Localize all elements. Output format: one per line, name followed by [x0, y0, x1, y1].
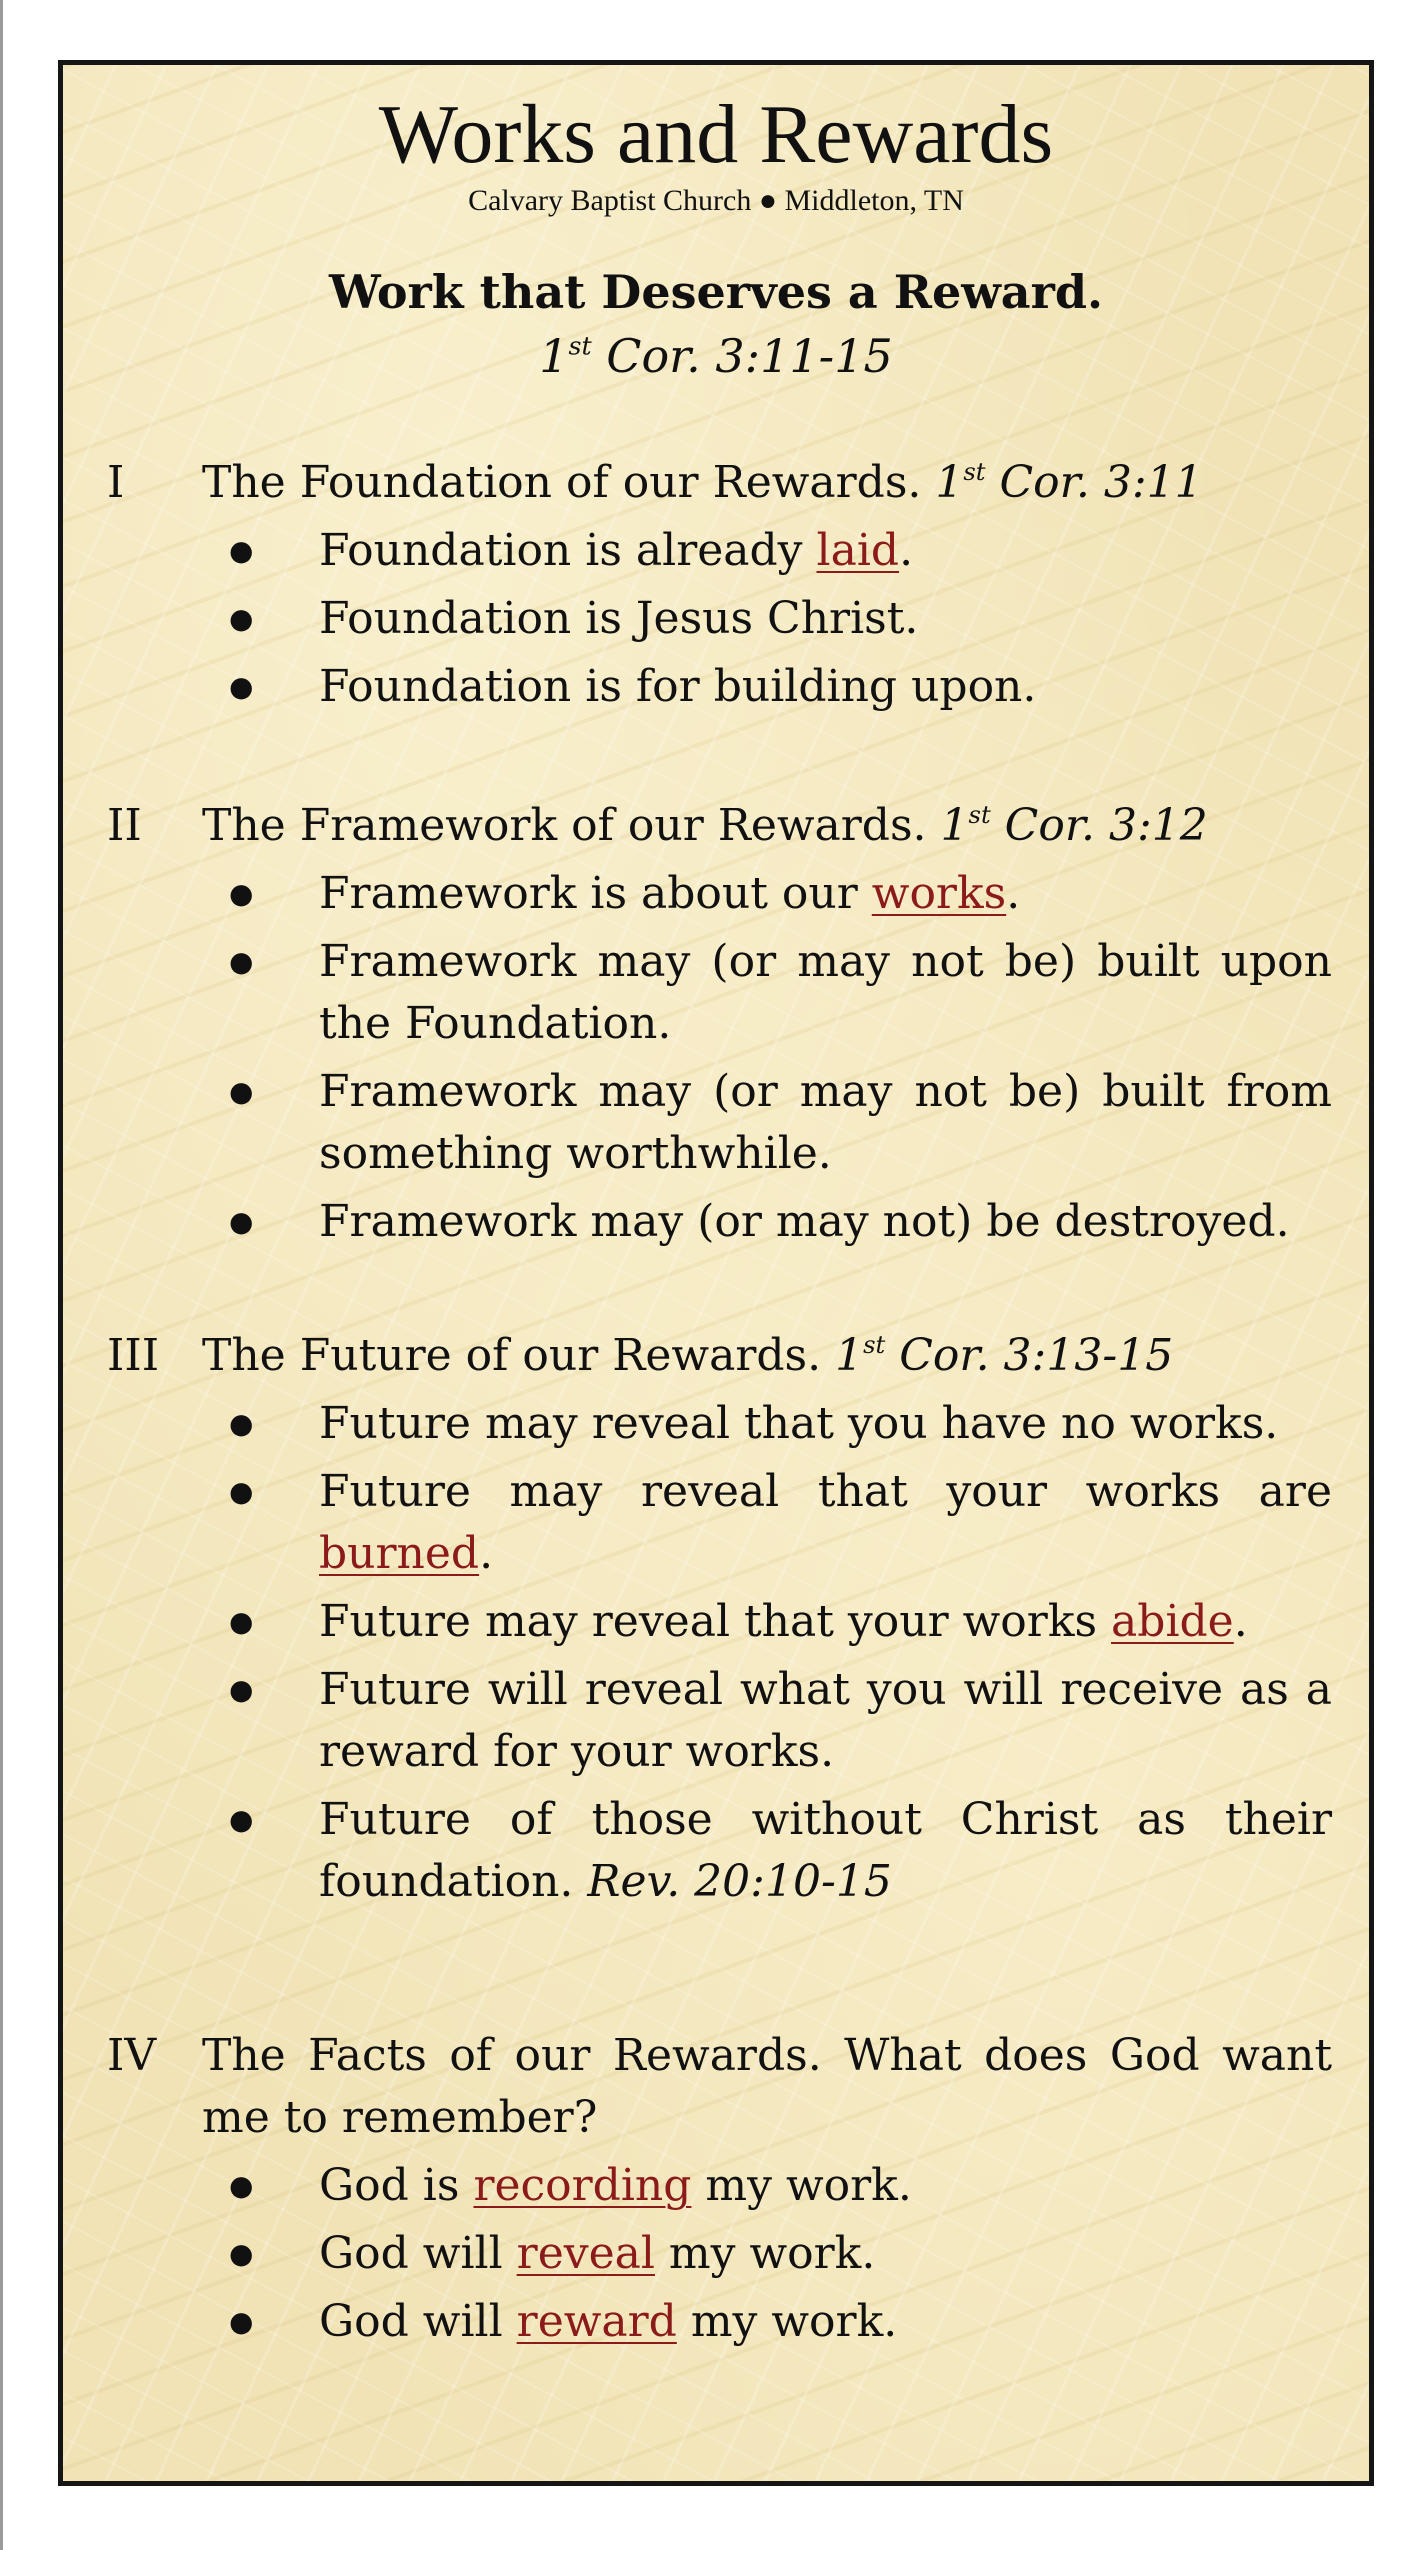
bullet-icon: ● — [229, 2169, 254, 2202]
section-title — [202, 2025, 1332, 2149]
bullet-text-after: . — [1233, 1596, 1248, 1647]
list-item — [63, 931, 1369, 1055]
section-title-text: The Foundation of our Rewards. — [202, 457, 936, 508]
list-item — [63, 2155, 1369, 2217]
bullet-text-after: my work. — [676, 2296, 898, 2347]
bullet-list — [63, 863, 1369, 1253]
reference-number: 1 — [835, 1330, 864, 1381]
reference-number: 1 — [940, 800, 969, 851]
bullet-text: Foundation is already — [319, 525, 817, 576]
church-subtitle: Calvary Baptist Church ● Middleton, TN — [468, 184, 964, 217]
reference-text: Cor. 3:12 — [990, 800, 1208, 851]
bullet-icon: ● — [229, 1407, 254, 1440]
bullet-text: Future may reveal that your works — [319, 1596, 1112, 1647]
section-numeral: II — [107, 800, 142, 851]
reference-number: 1 — [539, 329, 569, 383]
bullet-text: Framework is about our — [319, 868, 872, 919]
bullet-text: Future of those without Christ as their foundation. — [319, 1794, 1332, 1907]
bullet-text-after: . — [1006, 868, 1021, 919]
bullet-list — [63, 520, 1369, 718]
bullet-text: God is — [319, 2160, 474, 2211]
list-item — [63, 1061, 1369, 1185]
bullet-icon: ● — [229, 1605, 254, 1638]
bullet-text: Foundation is for building upon. — [319, 661, 1037, 712]
list-item — [63, 1393, 1369, 1455]
list-item — [63, 2223, 1369, 2285]
reference-number: 1 — [935, 457, 964, 508]
bullet-list — [63, 1393, 1369, 1913]
bulletin-panel — [58, 60, 1374, 2486]
bullet-keyword: recording — [473, 2160, 692, 2211]
list-item — [63, 588, 1369, 650]
bullet-icon: ● — [229, 2237, 254, 2270]
sermon-heading: Work that Deserves a Reward. — [328, 265, 1104, 319]
bullet-icon: ● — [229, 1803, 254, 1836]
section-reference — [935, 457, 1202, 508]
bullet-icon: ● — [229, 1673, 254, 1706]
bullet-icon: ● — [229, 945, 254, 978]
bullet-text: God will — [319, 2296, 517, 2347]
bullet-text-after: . — [899, 525, 914, 576]
bullet-text-after: . — [479, 1528, 494, 1579]
list-item — [63, 1461, 1369, 1585]
bullet-text: Future may reveal that you have no works. — [319, 1398, 1279, 1449]
bullet-icon: ● — [229, 1475, 254, 1508]
reference-ordinal: st — [568, 331, 592, 361]
bullet-keyword: laid — [816, 525, 900, 576]
reference-ordinal: st — [968, 801, 991, 830]
section-title — [202, 452, 1332, 514]
bullet-text-after: my work. — [654, 2228, 876, 2279]
list-item — [63, 1659, 1369, 1783]
reference-text: Cor. 3:11 — [985, 457, 1203, 508]
bullet-text: Foundation is Jesus Christ. — [319, 593, 919, 644]
section-reference — [835, 1330, 1173, 1381]
reference-ordinal: st — [963, 458, 986, 487]
bullet-icon: ● — [229, 2305, 254, 2338]
section-title — [202, 795, 1332, 857]
list-item — [63, 656, 1369, 718]
bullet-text: Future may reveal that your works are — [319, 1466, 1332, 1517]
sermon-reference — [63, 327, 1369, 385]
list-item — [63, 863, 1369, 925]
page-title: Works and Rewards — [378, 88, 1054, 181]
bullet-text: Framework may (or may not be) built upon the Foundation. — [319, 936, 1332, 1049]
reference-ordinal: st — [863, 1331, 886, 1360]
page-edge — [0, 0, 3, 2550]
list-item — [63, 520, 1369, 582]
section-reference — [941, 800, 1208, 851]
bullet-text-after: my work. — [691, 2160, 912, 2211]
bullet-icon: ● — [229, 877, 254, 910]
section-numeral: III — [107, 1330, 160, 1381]
bullet-keyword: reveal — [516, 2228, 655, 2279]
reference-text: Cor. 3:11-15 — [591, 329, 893, 383]
bullet-text: God will — [319, 2228, 517, 2279]
section-numeral: I — [107, 457, 125, 508]
list-item — [63, 2291, 1369, 2353]
bullet-list — [63, 2155, 1369, 2353]
list-item — [63, 1191, 1369, 1253]
bullet-keyword: abide — [1111, 1596, 1234, 1647]
list-item — [63, 1591, 1369, 1653]
reference-text: Cor. 3:13-15 — [885, 1330, 1174, 1381]
section-numeral: IV — [107, 2030, 157, 2081]
bullet-icon: ● — [229, 670, 254, 703]
list-item — [63, 1789, 1369, 1913]
bullet-icon: ● — [229, 1205, 254, 1238]
bullet-text: Future will reveal what you will receive as a reward for your works. — [319, 1664, 1332, 1777]
bullet-icon: ● — [229, 1075, 254, 1108]
bullet-icon: ● — [229, 534, 254, 567]
bullet-text: Framework may (or may not be) built from something worthwhile. — [319, 1066, 1332, 1179]
bullet-text: Framework may (or may not) be destroyed. — [319, 1196, 1290, 1247]
section-title — [202, 1325, 1332, 1387]
section-title-text: The Facts of our Rewards. What does God want me to remember? — [202, 2030, 1332, 2143]
section-title-text: The Framework of our Rewards. — [202, 800, 941, 851]
bullet-keyword: burned — [319, 1528, 480, 1579]
bullet-icon: ● — [229, 602, 254, 635]
bullet-reference: Rev. 20:10-15 — [587, 1856, 892, 1907]
bullet-keyword: works — [871, 868, 1007, 919]
section-title-text: The Future of our Rewards. — [202, 1330, 836, 1381]
bullet-keyword: reward — [516, 2296, 677, 2347]
